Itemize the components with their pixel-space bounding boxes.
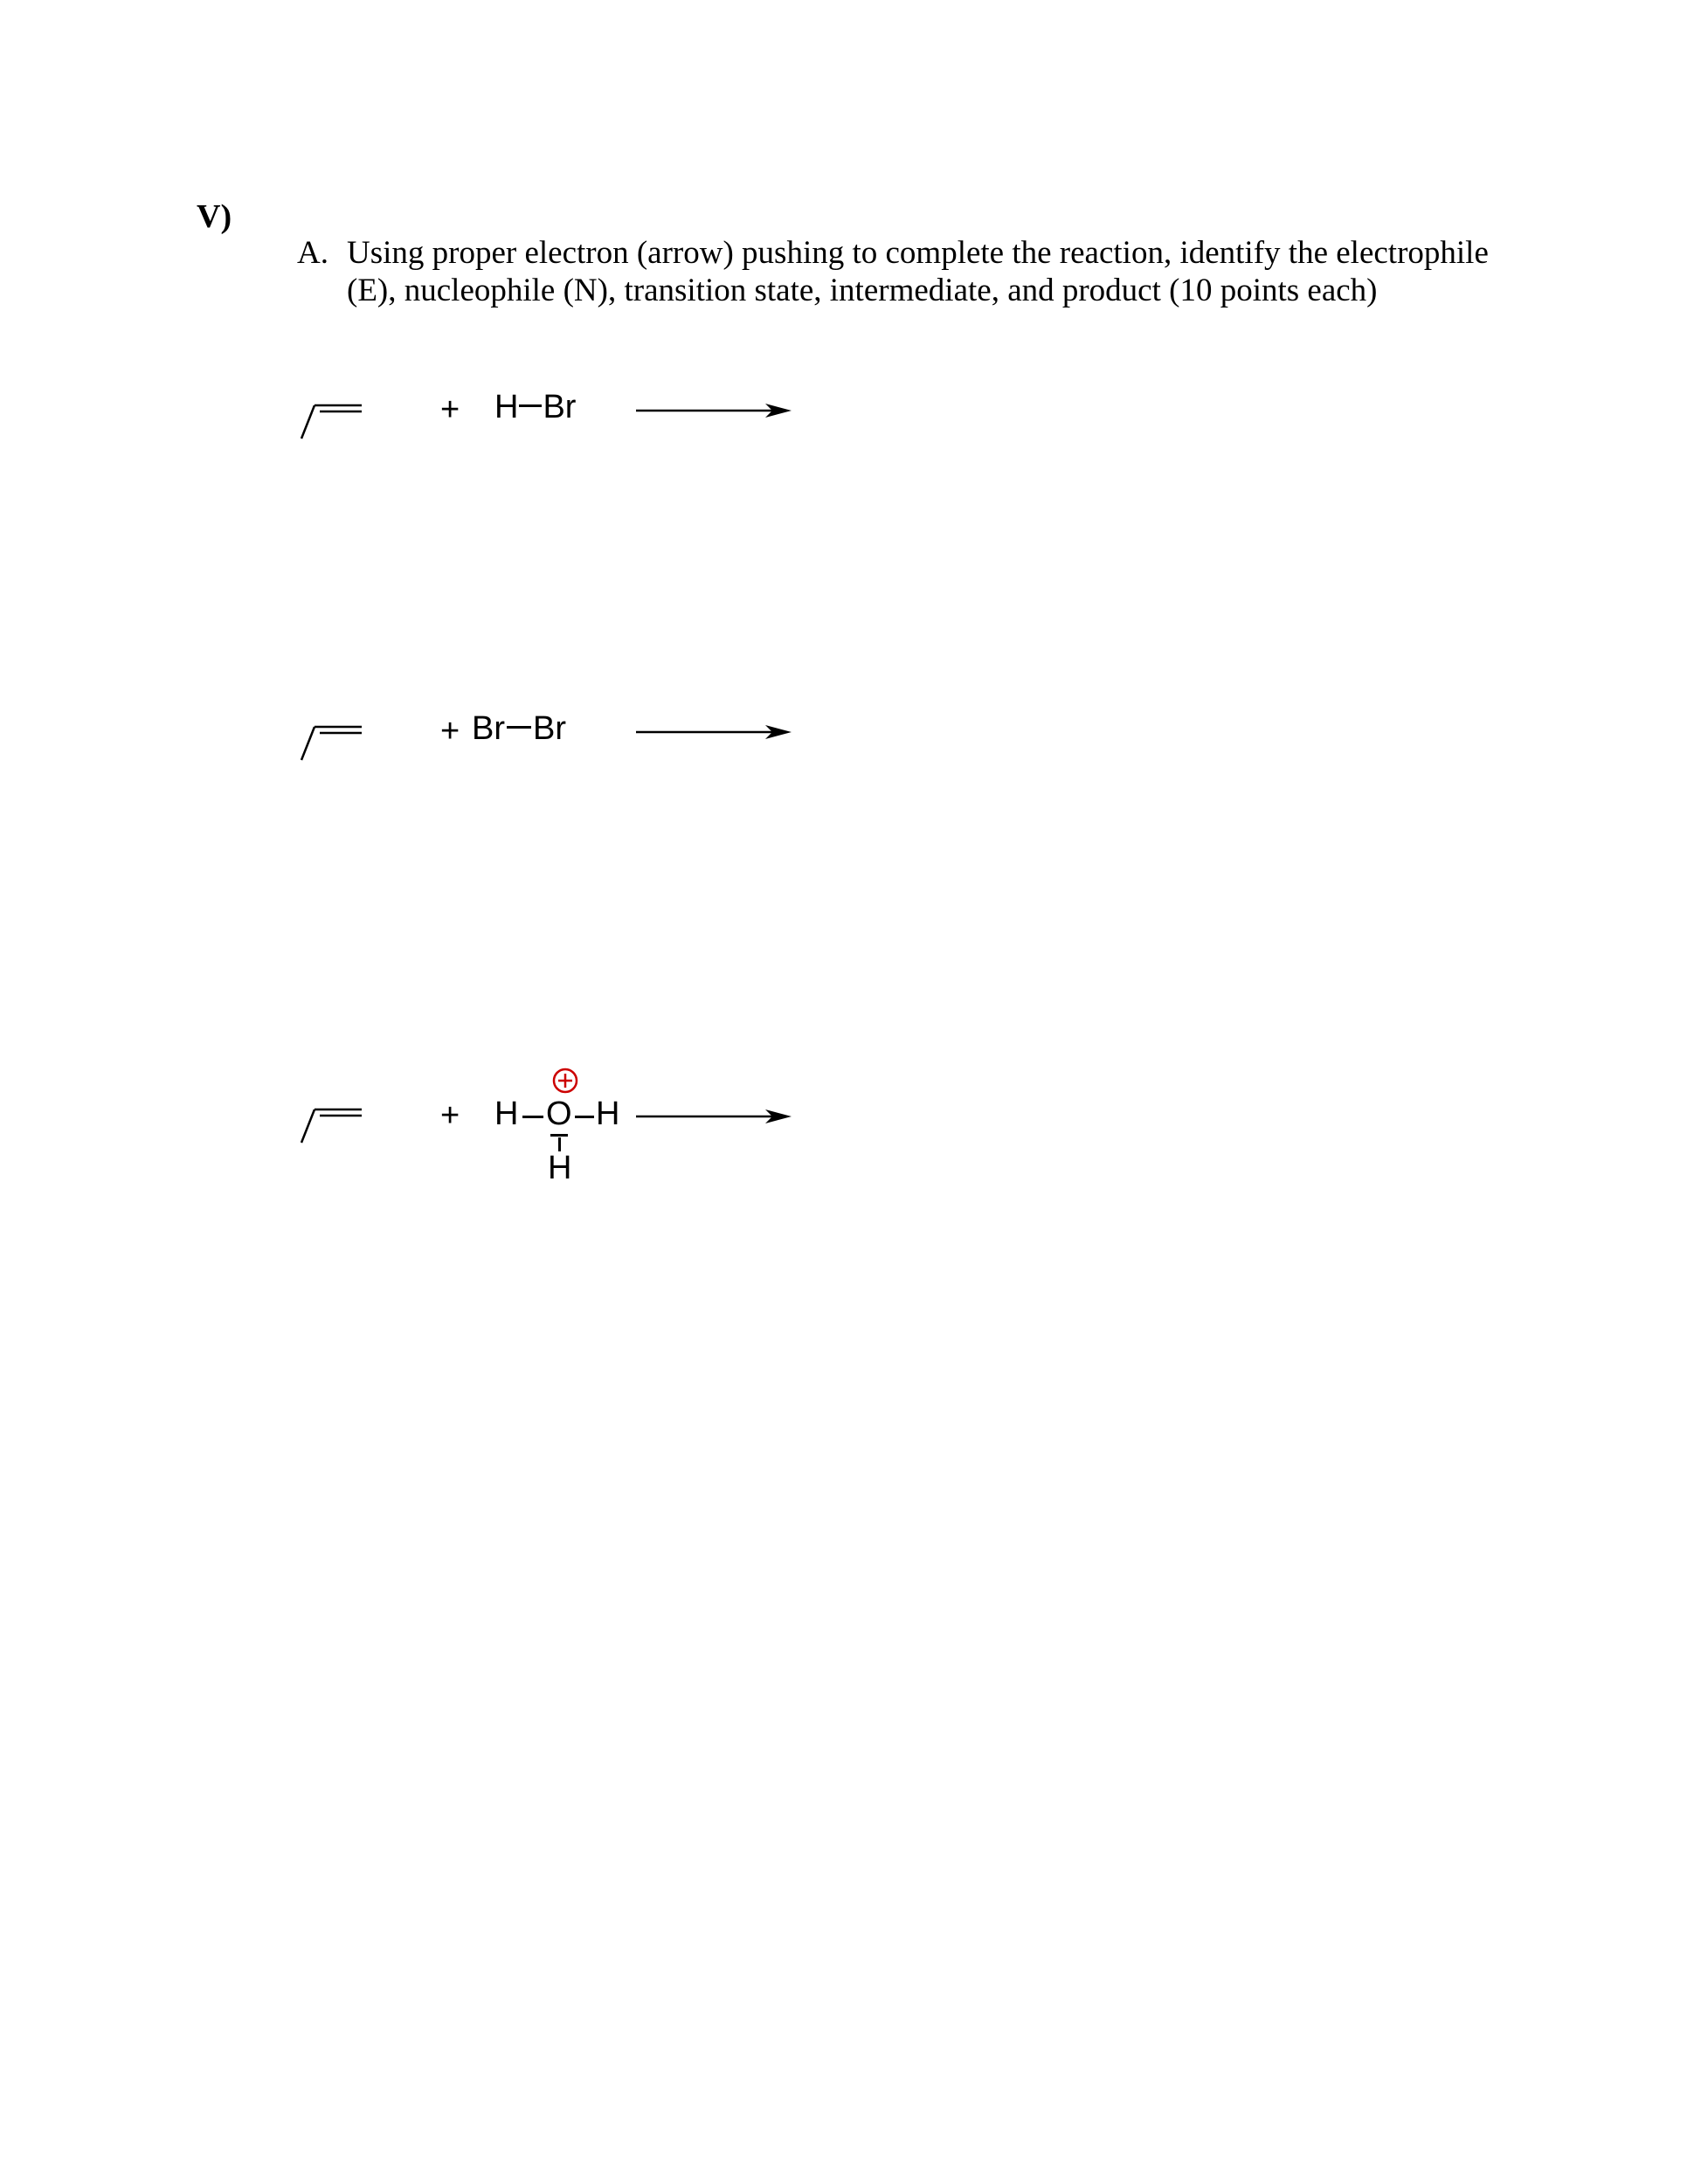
lone-pair-bar bbox=[550, 1134, 568, 1137]
reaction-3 bbox=[0, 1092, 1687, 1267]
single-bond bbox=[522, 1116, 543, 1118]
question-a bbox=[297, 234, 1520, 309]
reagent-br2 bbox=[472, 710, 566, 748]
atom-br: Br bbox=[472, 710, 505, 747]
plus-sign: + bbox=[440, 391, 460, 428]
reaction-arrow bbox=[636, 1106, 793, 1127]
positive-charge-icon bbox=[550, 1066, 580, 1095]
reagent-hydronium bbox=[489, 1066, 638, 1186]
reaction-1 bbox=[0, 384, 1687, 559]
atom-h: H bbox=[494, 389, 519, 425]
propene-structure bbox=[297, 1097, 367, 1146]
reaction-arrow bbox=[636, 400, 793, 421]
question-text: Using proper electron (arrow) pushing to complete the reaction, identify the electrophile (E), nucleophile (N), transition state, intermediate, and product (10 points each) bbox=[347, 235, 1489, 308]
single-bond bbox=[519, 404, 542, 407]
reaction-2 bbox=[0, 706, 1687, 881]
single-bond bbox=[507, 726, 531, 729]
propene-structure bbox=[297, 393, 367, 442]
plus-sign: + bbox=[440, 713, 460, 750]
atom-br: Br bbox=[533, 710, 566, 747]
single-bond bbox=[575, 1116, 594, 1118]
propene-structure bbox=[297, 715, 367, 764]
atom-br: Br bbox=[543, 389, 577, 425]
section-label: V) bbox=[197, 198, 232, 235]
question-letter: A. bbox=[297, 235, 328, 271]
reagent-hbr bbox=[494, 389, 576, 426]
plus-sign: + bbox=[440, 1097, 460, 1134]
atom-o: O bbox=[546, 1095, 572, 1132]
atom-h: H bbox=[548, 1150, 572, 1186]
atom-h: H bbox=[494, 1095, 519, 1132]
atom-h: H bbox=[596, 1095, 620, 1132]
reaction-arrow bbox=[636, 722, 793, 743]
